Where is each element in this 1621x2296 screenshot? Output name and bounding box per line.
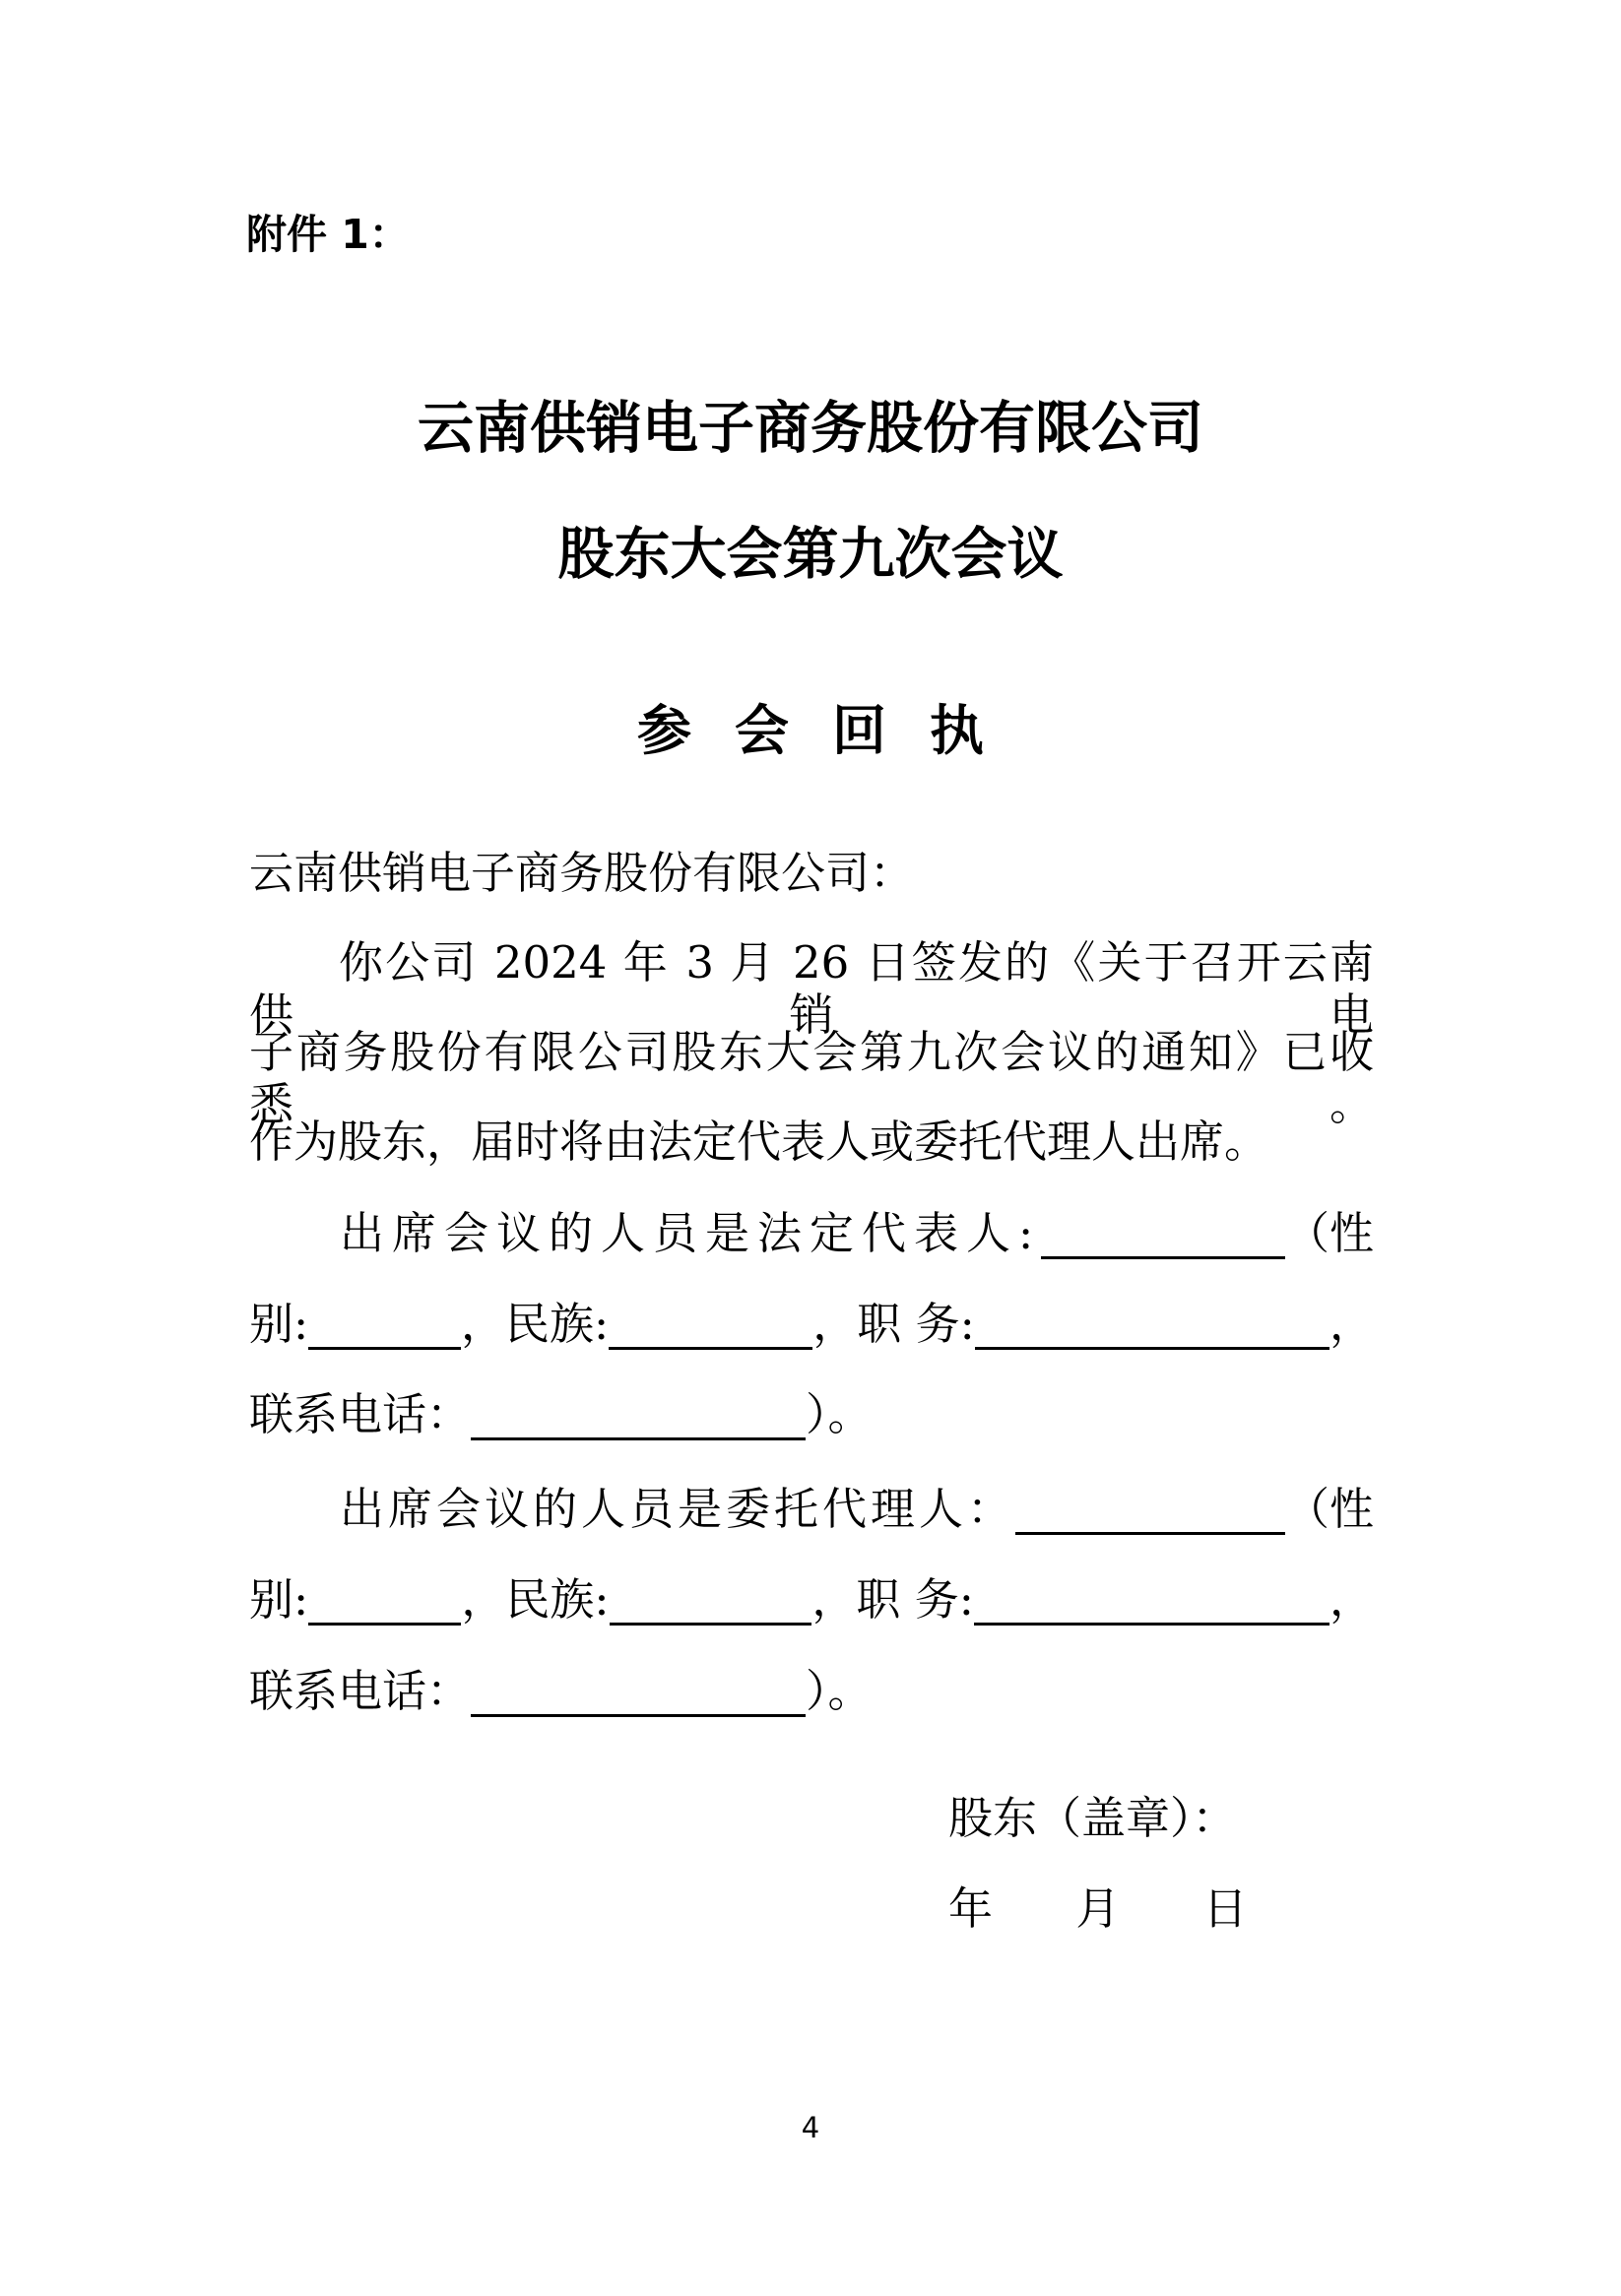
blank-underline: [1015, 1525, 1285, 1535]
form-text-segment: 出席会议的人员是法定代表人:: [340, 1207, 1042, 1259]
form-line-proxy: [249, 1483, 1374, 1535]
receipt-title: 参会回执: [636, 698, 1027, 762]
shareholder-stamp-label: 股东（盖章）：: [948, 1792, 1237, 1844]
paragraph-line: 你公司 2024 年 3 月 26 日签发的《关于召开云南供销电: [249, 936, 1374, 1042]
form-line-legal-rep: [249, 1207, 1374, 1259]
attachment-label: 附件 1：: [246, 211, 410, 258]
form-text-segment: ，职 务:: [812, 1298, 975, 1350]
form-text-segment: （性: [1284, 1207, 1374, 1259]
form-text-segment: ，: [1329, 1573, 1374, 1626]
form-text-segment: ，职 务:: [811, 1573, 974, 1626]
form-text-segment: ，民族:: [461, 1298, 610, 1350]
paragraph-line: 作为股东，届时将由法定代表人或委托代理人出席。: [249, 1116, 1269, 1168]
form-text-segment: ）。: [806, 1388, 873, 1440]
form-line-legal-rep-detail: [249, 1298, 1374, 1350]
blank-underline: [471, 1431, 806, 1440]
salutation-line: 云南供销电子商务股份有限公司：: [249, 847, 915, 899]
paragraph-line: 子商务股份有限公司股东大会第九次会议的通知》已收悉。: [249, 1026, 1374, 1131]
form-text-segment: 别:: [249, 1298, 309, 1350]
doc-title-meeting: 股东大会第九次会议: [557, 521, 1064, 587]
blank-underline: [974, 1616, 1329, 1626]
form-text-segment: ）。: [806, 1665, 873, 1717]
blank-underline: [308, 1340, 461, 1350]
doc-title-company: 云南供销电子商务股份有限公司: [418, 395, 1203, 461]
blank-underline: [471, 1707, 806, 1717]
blank-underline: [1041, 1249, 1285, 1259]
form-text-segment: ，民族:: [461, 1573, 610, 1626]
form-line-legal-rep-phone: [249, 1388, 1374, 1440]
form-line-proxy-detail: [249, 1573, 1374, 1626]
date-day-label: 日: [1202, 1882, 1248, 1935]
date-month-label: 月: [1075, 1882, 1121, 1935]
form-text-segment: 出席会议的人员是委托代理人：: [340, 1483, 1016, 1535]
form-text-segment: ，: [1329, 1298, 1374, 1350]
date-year-label: 年: [948, 1882, 994, 1935]
page-number: 4: [801, 2111, 820, 2144]
form-text-segment: （性: [1284, 1483, 1374, 1535]
blank-underline: [308, 1616, 461, 1626]
blank-underline: [975, 1340, 1329, 1350]
blank-underline: [610, 1616, 812, 1626]
blank-underline: [609, 1340, 812, 1350]
form-text-segment: 联系电话：: [249, 1665, 472, 1717]
form-text-segment: 别:: [249, 1573, 309, 1626]
date-line: [948, 1882, 1248, 1935]
form-text-segment: 联系电话：: [249, 1388, 472, 1440]
form-line-proxy-phone: [249, 1665, 1374, 1717]
